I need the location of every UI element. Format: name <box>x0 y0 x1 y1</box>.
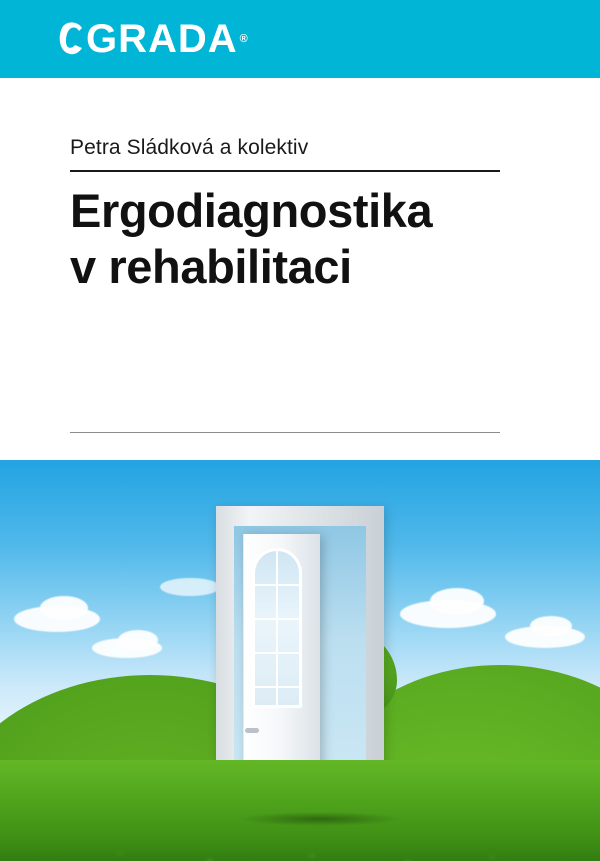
cloud-icon <box>40 596 88 620</box>
title-line-1: Ergodiagnostika <box>70 184 433 237</box>
divider-top <box>70 170 500 172</box>
cloud-icon <box>160 578 220 596</box>
publisher-logo <box>58 16 248 62</box>
page-title <box>70 183 530 295</box>
glass-mullion-horizontal <box>254 618 300 620</box>
divider-bottom <box>70 432 500 433</box>
glass-mullion-horizontal <box>254 652 300 654</box>
title-block <box>0 78 600 460</box>
author-name: Petra Sládková a kolektiv <box>70 136 309 159</box>
cloud-icon <box>430 588 484 614</box>
grada-e-icon <box>58 19 84 59</box>
title-line-2: v rehabilitaci <box>70 240 352 293</box>
glass-mullion-vertical <box>276 550 278 706</box>
glass-mullion-horizontal <box>254 584 300 586</box>
cloud-icon <box>530 616 572 636</box>
publisher-band <box>0 0 600 78</box>
registered-mark: ® <box>239 33 248 45</box>
cover-photo <box>0 460 600 861</box>
publisher-name: GRADA <box>86 17 238 61</box>
glass-mullion-horizontal <box>254 686 300 688</box>
door-shadow <box>240 812 400 826</box>
cloud-icon <box>118 630 158 650</box>
door-handle <box>245 728 259 733</box>
